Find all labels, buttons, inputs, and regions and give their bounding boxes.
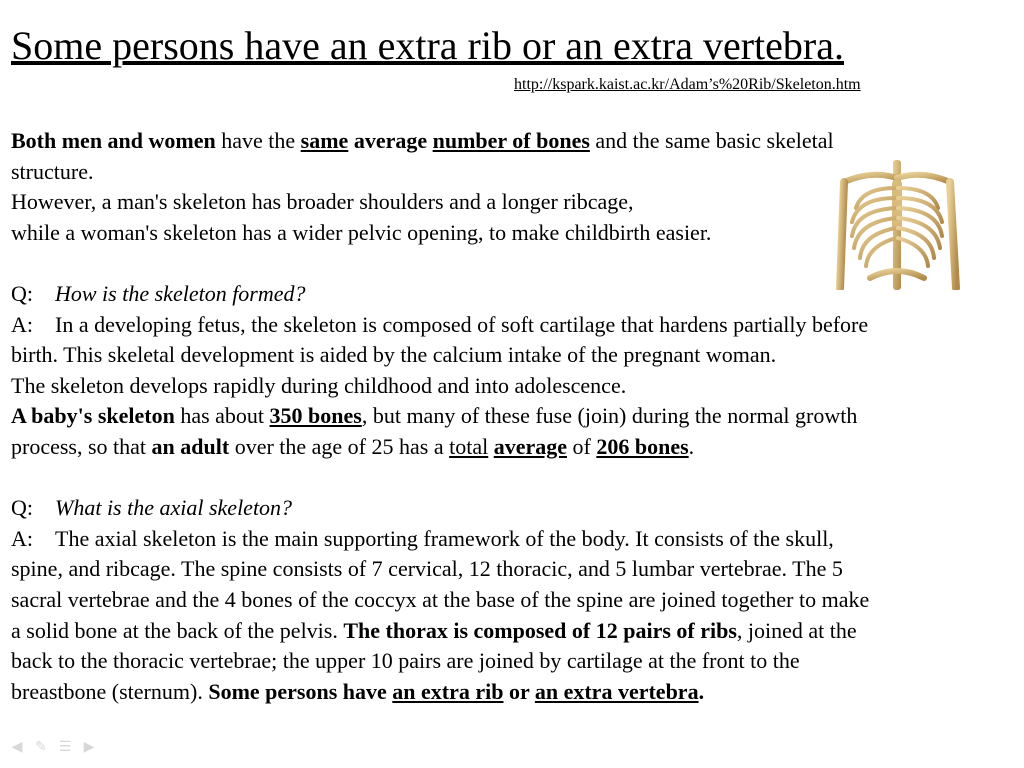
para1-line1: Both men and women have the same average number of bones and the same basic skeletal [11,128,834,153]
text-bold: same [300,128,349,153]
source-url-link[interactable]: http://kspark.kaist.ac.kr/Adam’s%20Rib/Skeleton.htm [514,76,861,93]
q-label: Q: [11,495,33,521]
qa1-answer-line3: The skeleton develops rapidly during childhood and into adolescence. [11,372,627,398]
text-bold: Both men and women [11,128,216,153]
qa2-answer-line4: a solid bone at the back of the pelvis. The thorax is composed of 12 pairs of ribs, joined at the [11,617,857,643]
a-label: A: [11,311,33,337]
text-bold: average [353,128,428,153]
left-arrow-icon[interactable]: ◀ [11,739,23,755]
text-bold: number of bones [432,128,590,153]
question-text: What is the axial skeleton? [55,495,293,521]
qa1-answer-line2: birth. This skeletal development is aided by the calcium intake of the pregnant woman. [11,342,777,368]
slide-title: Some persons have an extra rib or an extra vertebra. [11,23,844,68]
slide-navigation [8,740,98,754]
qa1-answer-line4: A baby's skeleton has about 350 bones, but many of these fuse (join) during the normal growth [11,403,858,429]
qa2-answer-line5: back to the thoracic vertebrae; the upper 10 pairs are joined by cartilage at the front to the [11,648,800,674]
qa1-answer-line1: A: In a developing fetus, the skeleton is composed of soft cartilage that hardens partially before [11,310,1016,341]
para1-line2: structure. [11,158,94,184]
a-label: A: [11,525,33,551]
para1-line4: while a woman's skeleton has a wider pelvic opening, to make childbirth easier. [11,219,712,245]
qa2-answer-line2: spine, and ribcage. The spine consists of 7 cervical, 12 thoracic, and 5 lumbar vertebrae. The 5 [11,556,843,582]
q-label: Q: [11,280,33,306]
qa2-answer-line3: sacral vertebrae and the 4 bones of the coccyx at the base of the spine are joined together to make [11,586,870,612]
pen-icon[interactable]: ✎ [35,739,47,755]
para1-line3: However, a man's skeleton has broader shoulders and a longer ribcage, [11,189,634,215]
right-arrow-icon[interactable]: ▶ [83,739,95,755]
qa2-answer-line6: breastbone (sternum). Some persons have an extra rib or an extra vertebra. [11,678,705,704]
qa1-answer-line5: process, so that an adult over the age of 25 has a total average of 206 bones. [11,433,695,459]
menu-icon[interactable]: ☰ [58,739,72,755]
qa2-answer-line1: A: The axial skeleton is the main supporting framework of the body. It consists of the skull, [11,524,1016,555]
text: have the [215,128,301,153]
question-text: How is the skeleton formed? [55,280,306,306]
qa2-question [11,493,1016,524]
ribcage-skeleton-image [832,160,962,290]
